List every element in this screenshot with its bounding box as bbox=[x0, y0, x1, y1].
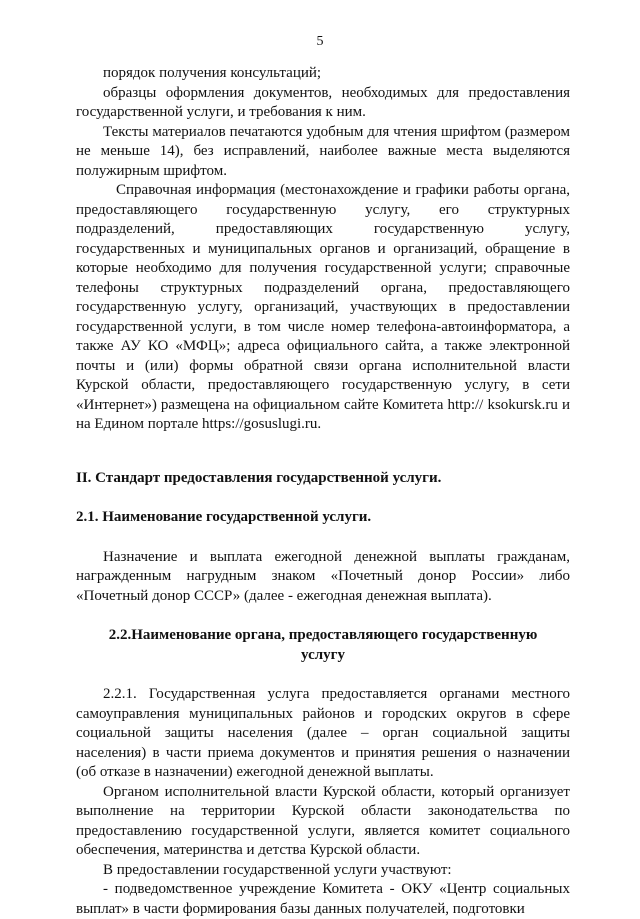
list-item-consultations: порядок получения консультаций; bbox=[103, 65, 322, 81]
list-item-document-samples: образцы оформления документов, необходимых для предоставления государственной услуги, и требования к ним. bbox=[76, 84, 570, 120]
paragraph-reference-information: Справочная информация (местонахождение и графики работы органа, предоставляющего государственную услугу, его структурных подразделений, предоставляющих государственную услугу, государственных и муниципальных органов и организаций, обращение в которые необходимо для получения государственной услуги; справочные телефоны структурных подразделений органа, предоставляющего государственную услугу, организаций, участвующих в предоставлении государственной услуги, в том числе номер телефона-автоинформатора, а также АУ КО «МФЦ»; адреса официального сайта, а также электронной почты и (или) формы обратной связи органа исполнительной власти Курской области, предоставляющего государственную услугу, в сети «Интернет») размещена на официальном сайте Комитета http:// ksokursk.ru и на Едином портале https://gosuslugi.ru. bbox=[76, 182, 570, 432]
page-number: 5 bbox=[316, 34, 324, 49]
paragraph-executive-body: Органом исполнительной власти Курской области, который организует выполнение на территории Курской области законодательства по предоставлению государственной услуги, является комитет социального обеспечения, материнства и детства Курской области. bbox=[76, 783, 570, 858]
subsection-heading-2-2 bbox=[76, 626, 570, 665]
paragraph-2-2-1: 2.2.1. Государственная услуга предоставляется органами местного самоуправления муниципальных районов и городских округов в сфере социальной защиты населения (далее – орган социальной защиты населения) в части приема документов и принятия решения о назначении (об отказе в назначении) ежегодной денежной выплаты. bbox=[76, 686, 570, 780]
subsection-heading-2-2-line2: услугу bbox=[301, 646, 345, 663]
subsection-heading-2-2-line1: 2.2.Наименование органа, предоставляющего государственную bbox=[108, 627, 538, 643]
paragraph-service-name: Назначение и выплата ежегодной денежной выплаты гражданам, награжденным нагрудным знаком «Почетный донор России» либо «Почетный донор СССР» (далее - ежегодная денежная выплата). bbox=[76, 548, 570, 604]
document-body bbox=[76, 64, 570, 919]
section-heading: II. Стандарт предоставления государственной услуги. bbox=[76, 469, 442, 486]
paragraph-subordinate-institution: - подведомственное учреждение Комитета - ОКУ «Центр социальных выплат» в части формирования базы данных получателей, подготовки bbox=[76, 881, 570, 917]
paragraph-font-requirements: Тексты материалов печатаются удобным для чтения шрифтом (размером не меньше 14), без исправлений, наиболее важные места выделяются полужирным шрифтом. bbox=[76, 123, 570, 179]
paragraph-participants: В предоставлении государственной услуги участвуют: bbox=[103, 861, 452, 878]
subsection-heading-2-1: 2.1. Наименование государственной услуги. bbox=[76, 509, 372, 525]
